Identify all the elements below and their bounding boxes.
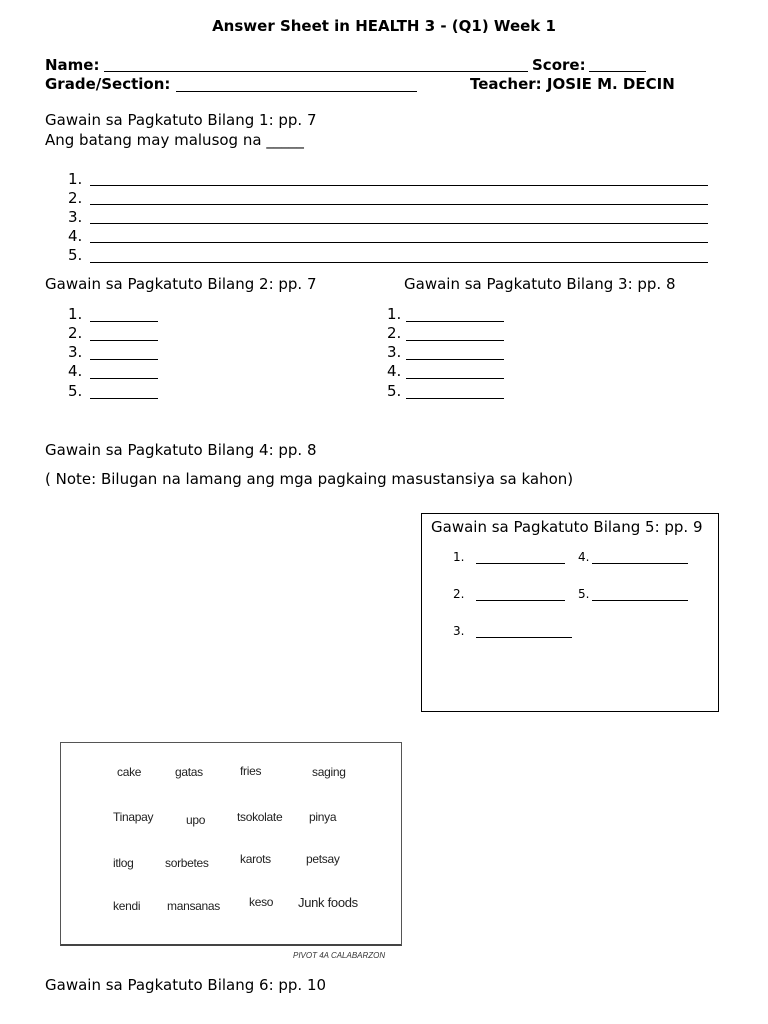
activity1-answer-line[interactable]	[90, 204, 708, 205]
activity5-answer-line[interactable]	[476, 637, 572, 638]
activity1-prompt: Ang batang may malusog na _____	[45, 131, 304, 149]
activity2-answer-line[interactable]	[90, 359, 158, 360]
activity5-answer-line[interactable]	[476, 600, 565, 601]
grade-section-label: Grade/Section:	[45, 75, 171, 93]
activity3-number: 2.	[387, 324, 402, 342]
activity1-number: 3.	[68, 208, 83, 226]
activity3-number: 5.	[387, 382, 402, 400]
activity3-answer-line[interactable]	[406, 378, 504, 379]
activity3-answer-line[interactable]	[406, 321, 504, 322]
activity2-number: 1.	[68, 305, 83, 323]
food-item[interactable]: gatas	[175, 765, 203, 779]
activity2-answer-line[interactable]	[90, 340, 158, 341]
image-credit: PIVOT 4A CALABARZON	[293, 951, 386, 960]
activity1-answer-line[interactable]	[90, 223, 708, 224]
activity5-number: 1.	[453, 550, 465, 564]
food-image-box	[60, 742, 402, 946]
food-item[interactable]: keso	[249, 895, 274, 909]
activity1-number: 5.	[68, 246, 83, 264]
food-item[interactable]: fries	[240, 764, 262, 778]
activity3-number: 3.	[387, 343, 402, 361]
food-item[interactable]: upo	[186, 813, 206, 827]
activity5-title: Gawain sa Pagkatuto Bilang 5: pp. 9	[431, 518, 703, 536]
activity3-answer-line[interactable]	[406, 359, 504, 360]
activity3-number: 1.	[387, 305, 402, 323]
food-item[interactable]: sorbetes	[165, 856, 209, 870]
food-item[interactable]: cake	[117, 765, 142, 779]
activity4-title: Gawain sa Pagkatuto Bilang 4: pp. 8	[45, 441, 317, 459]
food-item[interactable]: itlog	[113, 856, 134, 870]
activity2-answer-line[interactable]	[90, 378, 158, 379]
activity1-number: 2.	[68, 189, 83, 207]
activity5-answer-line[interactable]	[476, 563, 565, 564]
activity2-answer-line[interactable]	[90, 321, 158, 322]
activity5-number: 4.	[578, 550, 590, 564]
score-field[interactable]	[589, 71, 646, 72]
activity5-answer-line[interactable]	[592, 600, 688, 601]
activity1-answer-line[interactable]	[90, 185, 708, 186]
food-item[interactable]: kendi	[113, 899, 141, 913]
food-item[interactable]: pinya	[309, 810, 337, 824]
activity3-answer-line[interactable]	[406, 398, 504, 399]
activity2-number: 2.	[68, 324, 83, 342]
activity3-answer-line[interactable]	[406, 340, 504, 341]
activity1-number: 4.	[68, 227, 83, 245]
page-title: Answer Sheet in HEALTH 3 - (Q1) Week 1	[212, 17, 556, 35]
activity1-answer-line[interactable]	[90, 242, 708, 243]
food-item[interactable]: karots	[240, 852, 271, 866]
teacher-label: Teacher: JOSIE M. DECIN	[470, 75, 675, 93]
activity1-title: Gawain sa Pagkatuto Bilang 1: pp. 7	[45, 111, 317, 129]
score-label: Score:	[532, 56, 586, 74]
activity5-number: 5.	[578, 587, 590, 601]
activity2-number: 4.	[68, 362, 83, 380]
name-label: Name:	[45, 56, 100, 74]
name-field[interactable]	[104, 71, 528, 72]
activity2-title: Gawain sa Pagkatuto Bilang 2: pp. 7	[45, 275, 317, 293]
activity2-number: 3.	[68, 343, 83, 361]
activity1-answer-line[interactable]	[90, 262, 708, 263]
activity4-note: ( Note: Bilugan na lamang ang mga pagkaing masustansiya sa kahon)	[45, 470, 574, 488]
food-item[interactable]: Junk foods	[298, 895, 358, 910]
grade-section-field[interactable]	[176, 91, 417, 92]
activity5-number: 2.	[453, 587, 465, 601]
food-item[interactable]: Tinapay	[113, 810, 154, 824]
activity5-box	[421, 513, 719, 712]
activity3-title: Gawain sa Pagkatuto Bilang 3: pp. 8	[404, 275, 676, 293]
food-item[interactable]: petsay	[306, 852, 340, 866]
activity2-answer-line[interactable]	[90, 398, 158, 399]
food-item[interactable]: tsokolate	[237, 810, 283, 824]
activity2-number: 5.	[68, 382, 83, 400]
food-item[interactable]: saging	[312, 765, 346, 779]
activity6-title: Gawain sa Pagkatuto Bilang 6: pp. 10	[45, 976, 327, 994]
activity5-number: 3.	[453, 624, 465, 638]
activity3-number: 4.	[387, 362, 402, 380]
activity5-answer-line[interactable]	[592, 563, 688, 564]
activity1-number: 1.	[68, 170, 83, 188]
food-item[interactable]: mansanas	[167, 899, 220, 913]
